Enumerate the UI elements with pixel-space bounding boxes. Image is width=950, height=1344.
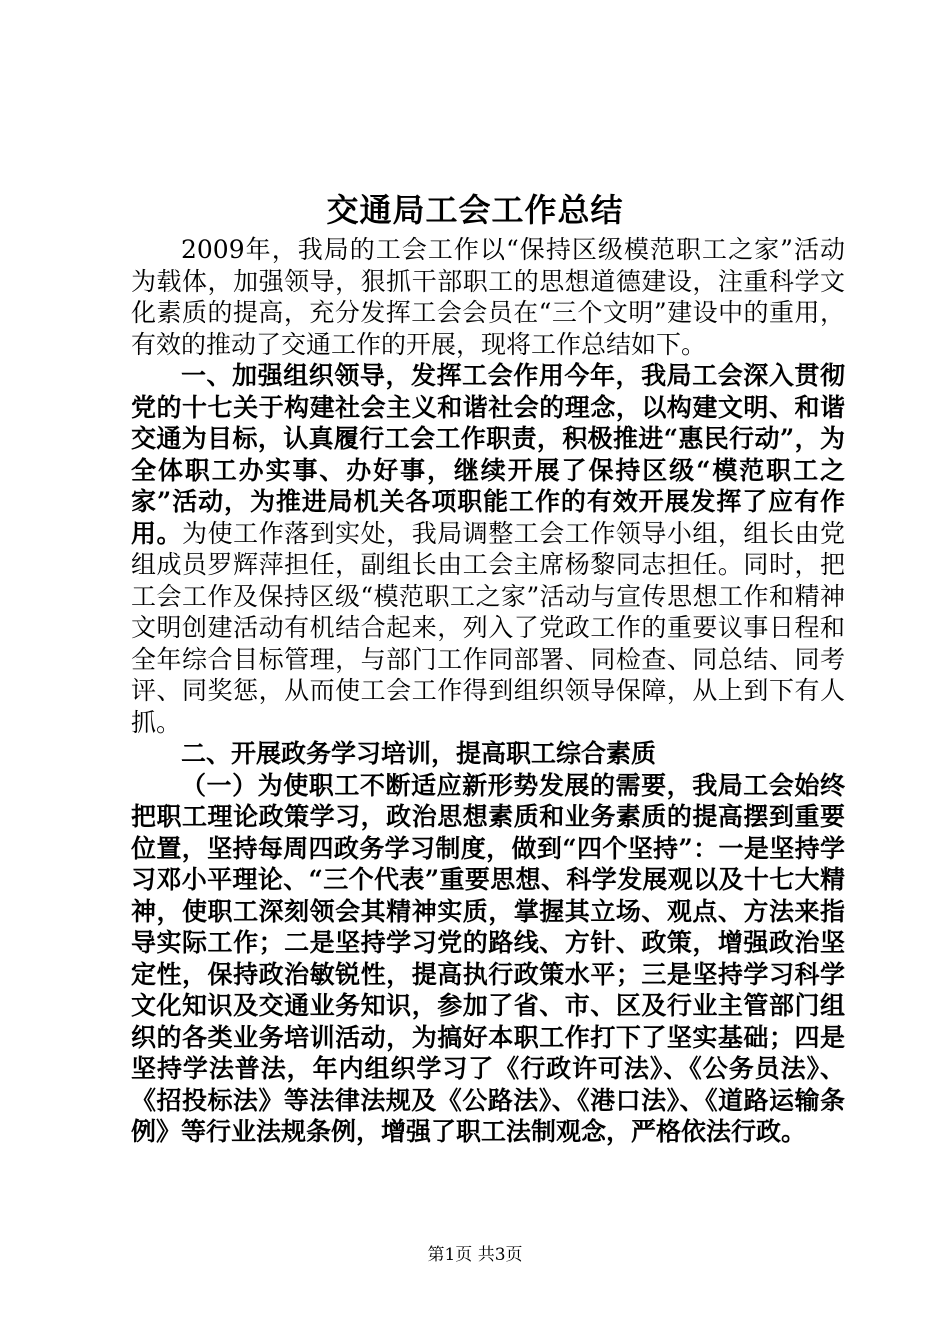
section-1-lead-text: 一、加强组织领导，发挥工会作用今年，我局工会深入贯彻党的十七关于构建社会主义和谐社会的理念，以构建文明、和谐交通为目标，认真履行工会工作职责，积极推进“惠民行动”，为全体职工办实事、办好事，继续开展了保持区级“模范职工之家”活动，为推进局机关各项职能工作的有效开展发挥了应有作用。 [131, 361, 845, 548]
section-2-heading: 二、开展政务学习培训，提高职工综合素质 [181, 739, 657, 768]
page-number-footer: 第1页 共3页 [427, 1245, 523, 1265]
document-title: 交通局工会工作总结 [326, 191, 624, 229]
section-1-body-text: 为使工作落到实处，我局调整工会工作领导小组，组长由党组成员罗辉萍担任，副组长由工会主席杨黎同志担任。同时，把工会工作及保持区级“模范职工之家”活动与宣传思想工作和精神文明创建活动有机结合起来，列入了党政工作的重要议事日程和全年综合目标管理，与部门工作同部署、同检查、同总结、同考评、同奖惩，从而使工会工作得到组织领导保障，从上到下有人抓。 [131, 518, 845, 737]
section-1-paragraph [131, 360, 845, 738]
intro-paragraph: 2009年，我局的工会工作以“保持区级模范职工之家”活动为载体，加强领导，狠抓干部职工的思想道德建设，注重科学文化素质的提高，充分发挥工会会员在“三个文明”建设中的重用，有效的推动了交通工作的开展，现将工作总结如下。 [131, 235, 845, 359]
document-body [131, 234, 845, 1148]
section-2-paragraph-1: （一）为使职工不断适应新形势发展的需要，我局工会始终把职工理论政策学习，政治思想素质和业务素质的提高摆到重要位置，坚持每周四政务学习制度，做到“四个坚持”：一是坚持学习邓小平理论、“三个代表”重要思想、科学发展观以及十七大精神，使职工深刻领会其精神实质，掌握其立场、观点、方法来指导实际工作；二是坚持学习党的路线、方针、政策，增强政治坚定性，保持政治敏锐性，提高执行政策水平；三是坚持学习科学文化知识及交通业务知识，参加了省、市、区及行业主管部门组织的各类业务培训活动，为搞好本职工作打下了坚实基础；四是坚持学法普法，年内组织学习了《行政许可法》、《公务员法》、《招投标法》等法律法规及《公路法》、《港口法》、《道路运输条例》等行业法规条例，增强了职工法制观念，严格依法行政。 [131, 770, 845, 1146]
